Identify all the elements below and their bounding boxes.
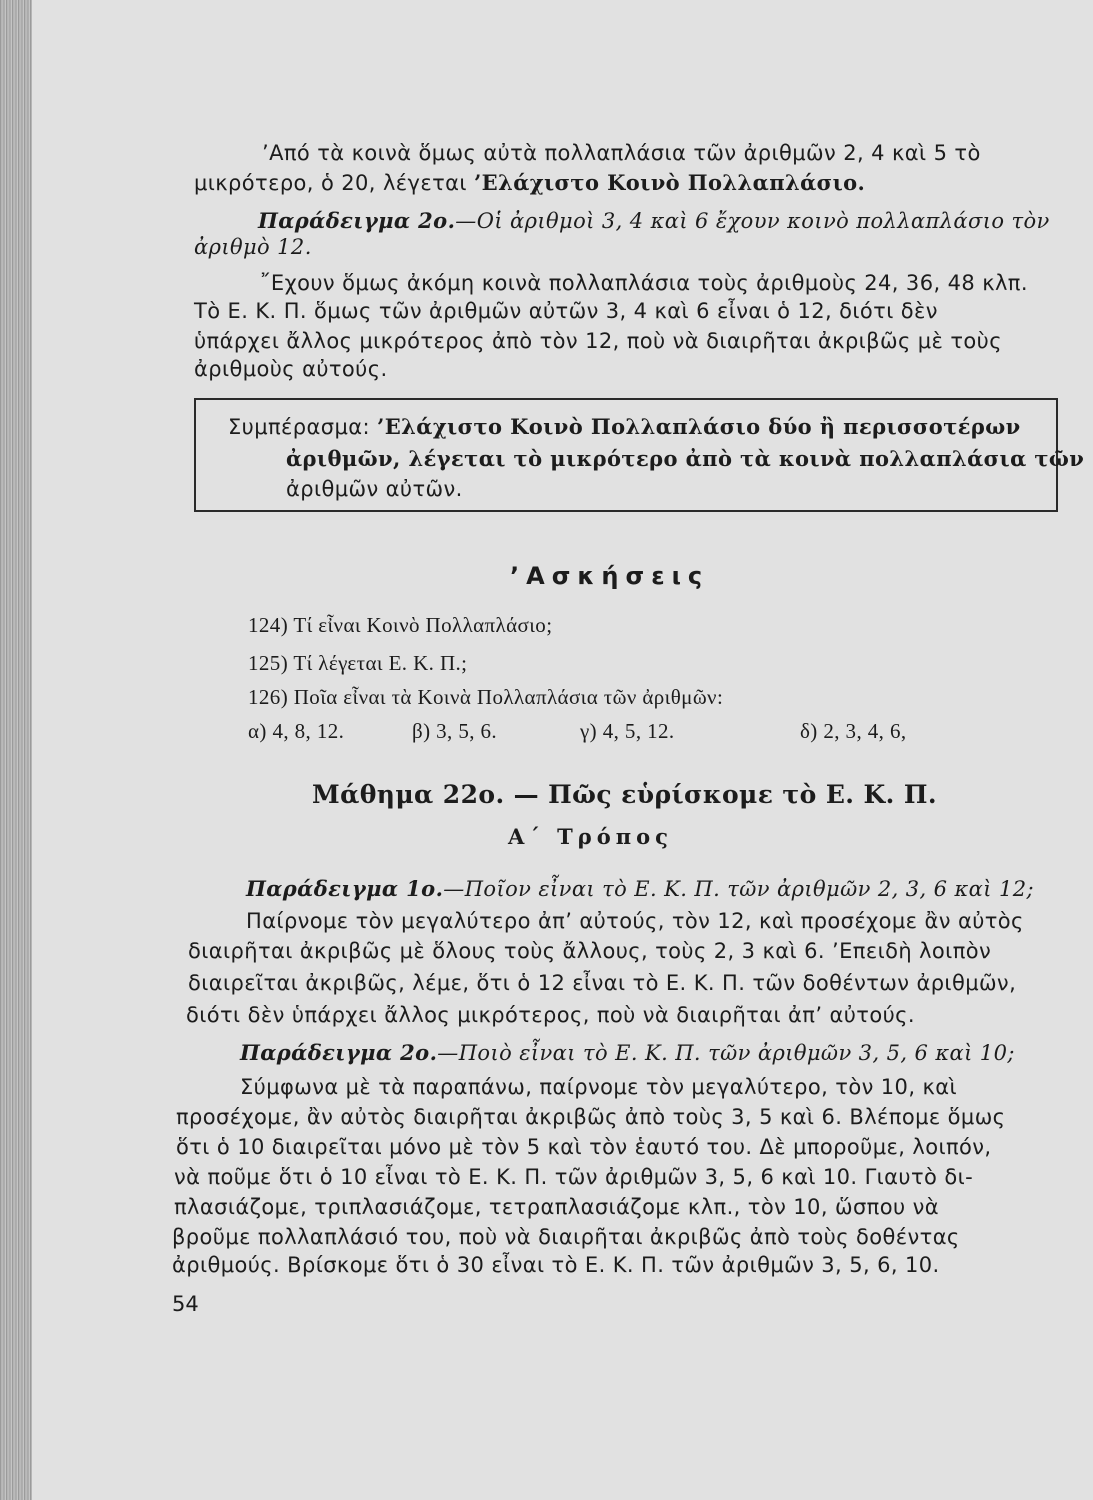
conclusion-line-2: ἀριθμῶν, λέγεται τὸ μικρότερο ἀπὸ τὰ κοινὰ πολλαπλάσια τῶν [286,446,1085,471]
example-2-para-line-1: ῎Εχουν ὅμως ἀκόμη κοινὰ πολλαπλάσια τοὺς ἀριθμοὺς 24, 36, 48 κλπ. [260,271,1028,295]
page-number: 54 [172,1292,199,1316]
intro-line-1: ’Από τὰ κοινὰ ὅμως αὐτὰ πολλαπλάσια τῶν ἀριθμῶν 2, 4 καὶ 5 τὸ [262,141,981,165]
exercise-option-a: α) 4, 8, 12. [248,719,345,743]
exercises-heading: ’Ασκήσεις [510,562,710,590]
lesson-example-2-line-6: βροῦμε πολλαπλάσιό του, ποὺ νὰ διαιρῆται ἀκριβῶς ἀπὸ τοὺς δοθέντας [172,1225,960,1249]
lesson-example-2-line-1: Σύμφωνα μὲ τὰ παραπάνω, παίρνομε τὸν μεγαλύτερο, τὸν 10, καὶ [240,1075,957,1099]
intro-line-2: μικρότερο, ὁ 20, λέγεται ’Ελάχιστο Κοινὸ Πολλαπλάσιο. [194,170,866,195]
lesson-example-1-line-3: διαιρεῖται ἀκριβῶς, λέμε, ὅτι ὁ 12 εἶναι τὸ Ε. Κ. Π. τῶν δοθέντων ἀριθμῶν, [188,971,1017,995]
conclusion-line-3: ἀριθμῶν αὐτῶν. [286,477,463,501]
lesson-example-2-heading: Παράδειγμα 2ο.—Ποιὸ εἶναι τὸ Ε. Κ. Π. τῶν ἀριθμῶν 3, 5, 6 καὶ 10; [240,1040,1015,1065]
lesson-example-1-line-2: διαιρῆται ἀκριβῶς μὲ ὅλους τοὺς ἄλλους, τοὺς 2, 3 καὶ 6. ’Επειδὴ λοιπὸν [188,939,992,963]
lesson-title: Μάθημα 22ο. — Πῶς εὑρίσκομε τὸ Ε. Κ. Π. [312,780,937,809]
exercise-option-d: δ) 2, 3, 4, 6, [800,719,907,743]
example-2-para-line-4: ἀριθμοὺς αὐτούς. [194,357,388,381]
example-2-para-line-3: ὑπάρχει ἄλλος μικρότερος ἀπὸ τὸν 12, ποὺ νὰ διαιρῆται ἀκριβῶς μὲ τοὺς [194,329,1002,353]
exercise-126: 126) Ποῖα εἶναι τὰ Κοινὰ Πολλαπλάσια τῶν ἀριθμῶν: [248,685,724,709]
exercise-125: 125) Τί λέγεται Ε. Κ. Π.; [248,651,468,675]
example-2-label: Παράδειγμα 2ο. [258,208,456,233]
example-2-heading: Παράδειγμα 2ο.—Οἱ ἀριθμοὶ 3, 4 καὶ 6 ἔχουν κοινὸ πολλαπλάσιο τὸν [258,208,1050,233]
lesson-example-2-line-3: ὅτι ὁ 10 διαιρεῖται μόνο μὲ τὸν 5 καὶ τὸν ἑαυτό του. Δὲ μποροῦμε, λοιπόν, [176,1135,992,1159]
exercise-option-c: γ) 4, 5, 12. [580,719,675,743]
lesson-example-1-heading: Παράδειγμα 1ο.—Ποῖον εἶναι τὸ Ε. Κ. Π. τῶν ἀριθμῶν 2, 3, 6 καὶ 12; [246,876,1034,901]
conclusion-line-1: Συμπέρασμα: ’Ελάχιστο Κοινὸ Πολλαπλάσιο δύο ἢ περισσοτέρων [228,414,1021,439]
exercise-124: 124) Τί εἶναι Κοινὸ Πολλαπλάσιο; [248,613,553,637]
method-heading: Α΄ Τρόπος [508,824,673,849]
example-2-para-line-2: Τὸ Ε. Κ. Π. ὅμως τῶν ἀριθμῶν αὐτῶν 3, 4 καὶ 6 εἶναι ὁ 12, διότι δὲν [194,299,938,323]
example-2-heading-cont: ἀριθμὸ 12. [194,235,312,259]
exercise-option-b: β) 3, 5, 6. [412,719,498,743]
lesson-example-1-label: Παράδειγμα 1ο. [246,876,444,901]
lesson-example-2-line-4: νὰ ποῦμε ὅτι ὁ 10 εἶναι τὸ Ε. Κ. Π. τῶν ἀριθμῶν 3, 5, 6 καὶ 10. Γιαυτὸ δι- [174,1165,974,1189]
lesson-example-1-line-4: διότι δὲν ὑπάρχει ἄλλος μικρότερος, ποὺ νὰ διαιρῆται ἀπ’ αὐτούς. [186,1003,915,1027]
lesson-example-2-line-5: πλασιάζομε, τριπλασιάζομε, τετραπλασιάζομε κλπ., τὸν 10, ὥσπου νὰ [174,1195,939,1219]
lcm-term: ’Ελάχιστο Κοινὸ Πολλαπλάσιο. [473,170,866,195]
lesson-example-2-line-2: προσέχομε, ἂν αὐτὸς διαιρῆται ἀκριβῶς ἀπὸ τοὺς 3, 5 καὶ 6. Βλέπομε ὅμως [176,1105,1006,1129]
lesson-example-1-line-1: Παίρνομε τὸν μεγαλύτερο ἀπ’ αὐτούς, τὸν 12, καὶ προσέχομε ἂν αὐτὸς [246,909,1024,933]
lesson-example-2-label: Παράδειγμα 2ο. [240,1040,438,1065]
conclusion-label: Συμπέρασμα: [228,415,378,439]
lesson-example-2-line-7: ἀριθμούς. Βρίσκομε ὅτι ὁ 30 εἶναι τὸ Ε. Κ. Π. τῶν ἀριθμῶν 3, 5, 6, 10. [172,1253,940,1277]
